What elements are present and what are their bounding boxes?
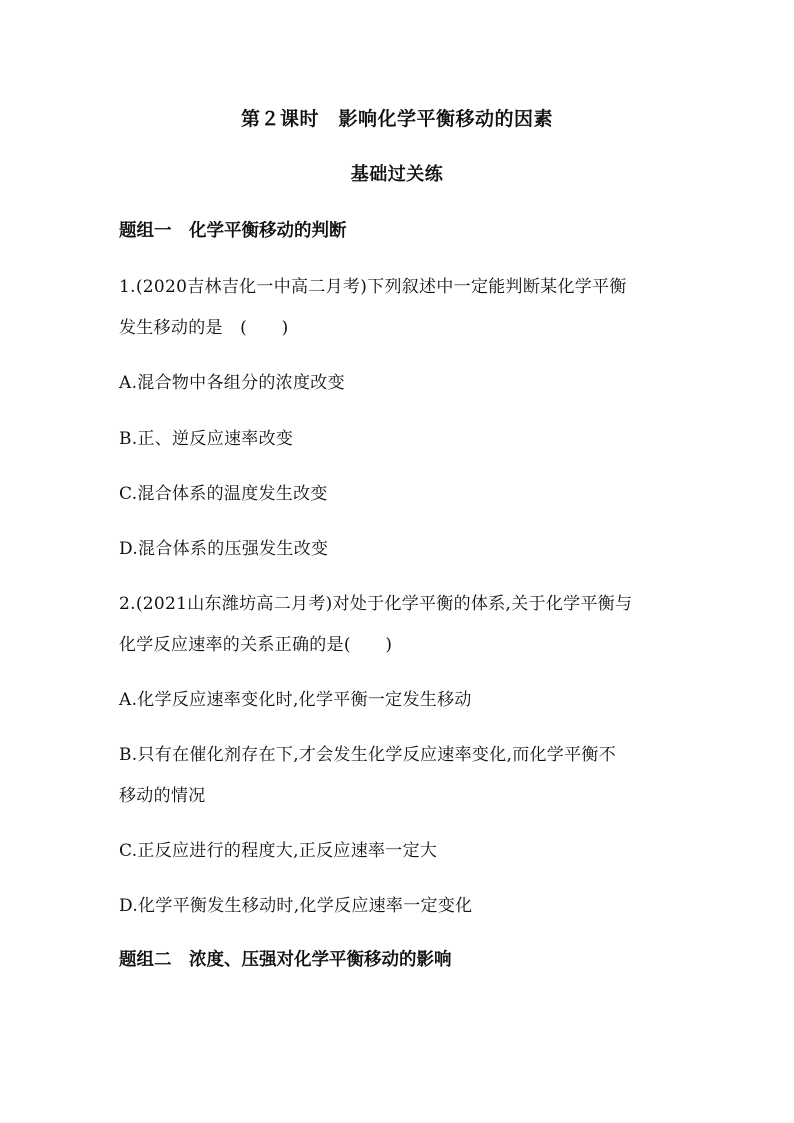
question-1-option-d: D.混合体系的压强发生改变	[119, 539, 329, 559]
group-heading-2: 题组二 浓度、压强对化学平衡移动的影响	[119, 950, 452, 970]
group-heading-1: 题组一 化学平衡移动的判断	[119, 221, 347, 241]
question-2-option-b-line-1: B.只有在催化剂存在下,才会发生化学反应速率变化,而化学平衡不	[119, 745, 617, 765]
question-2-option-d: D.化学平衡发生移动时,化学反应速率一定变化	[119, 896, 473, 916]
lesson-title: 第２课时 影响化学平衡移动的因素	[240, 108, 553, 130]
question-2-option-c: C.正反应进行的程度大,正反应速率一定大	[119, 841, 438, 861]
question-1-stem-line-1: 1.(2020吉林吉化一中高二月考)下列叙述中一定能判断某化学平衡	[119, 277, 627, 297]
question-2-option-a: A.化学反应速率变化时,化学平衡一定发生移动	[119, 690, 472, 710]
question-2-option-b-line-2: 移动的情况	[119, 786, 206, 806]
section-subtitle: 基础过关练	[350, 164, 444, 185]
question-1-option-a: A.混合物中各组分的浓度改变	[119, 373, 345, 393]
question-2-stem-line-2: 化学反应速率的关系正确的是( )	[119, 635, 393, 655]
question-1-option-c: C.混合体系的温度发生改变	[119, 484, 328, 504]
question-2-stem-line-1: 2.(2021山东潍坊高二月考)对处于化学平衡的体系,关于化学平衡与	[119, 594, 633, 614]
question-1-option-b: B.正、逆反应速率改变	[119, 429, 294, 449]
question-1-stem-line-2: 发生移动的是 ( )	[119, 318, 289, 338]
